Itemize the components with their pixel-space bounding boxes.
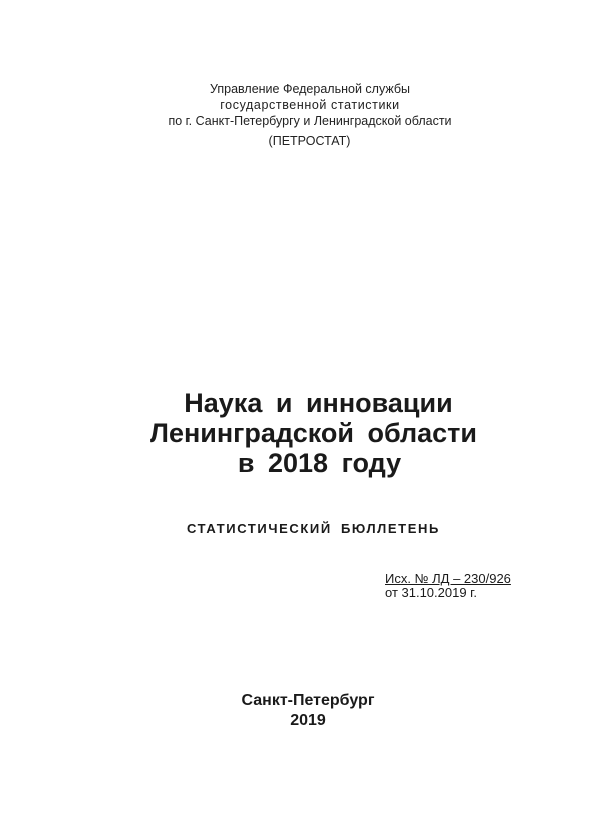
- organization-line-2: государственной статистики: [220, 98, 400, 112]
- document-subtitle: СТАТИСТИЧЕСКИЙ БЮЛЛЕТЕНЬ: [187, 521, 440, 536]
- reference-block: [385, 572, 511, 600]
- organization-header: [0, 81, 613, 149]
- reference-date: от 31.10.2019 г.: [385, 585, 477, 600]
- document-title: [0, 388, 613, 478]
- reference-number: Исх. № ЛД – 230/926: [385, 571, 511, 586]
- publication-footer: [0, 691, 613, 731]
- publication-city: Санкт-Петербург: [241, 692, 375, 709]
- organization-line-1: Управление Федеральной службы: [210, 82, 410, 96]
- title-line-3: в 2018 году: [237, 448, 402, 478]
- title-line-2: Ленинградской области: [150, 418, 477, 448]
- publication-year: 2019: [290, 712, 326, 729]
- organization-line-3: по г. Санкт-Петербургу и Ленинградской области: [168, 114, 452, 128]
- title-line-1: Наука и инновации: [184, 388, 453, 418]
- organization-abbreviation: (ПЕТРОСТАТ): [268, 134, 351, 148]
